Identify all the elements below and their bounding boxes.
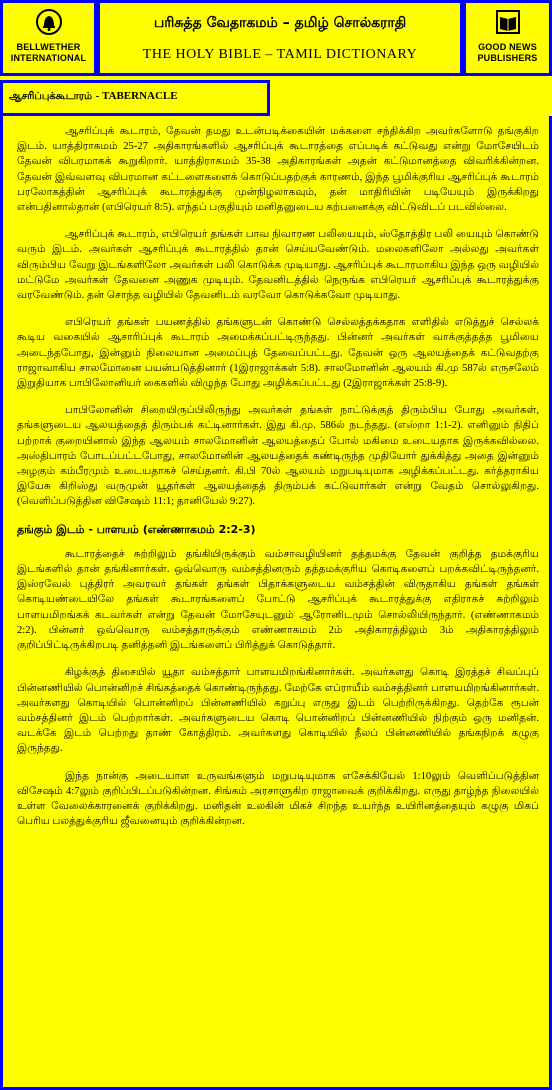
paragraph: எபிரெயர் தங்கள் பயணத்தில் தங்களுடன் கொண்டு செல்லத்தக்கதாக எளிதில் எடுத்துச் செல்லக் கூடிய வகையில் ஆசாரிப்புக் கூடாரம் அமைக்கப்பட்டிருந்தது. பின்னர் அவர்கள் வாக்குத்தத்த பூமியை அடைந்தபோது, இன்னும் நிலையான அமைப்புத் தேவைப்பட்டது. தேவன் ஒரு ஆலயத்தைக் கட்டுவதற்கு ராஜாவாகிய சாலமோனை பயன்படுத்தினார் (1இராஜாக்கள் 5:8). சாலமோனின் ஆலயம் கி.மு 587ல் எருசலேம் இறுதியாக பாபிலோனியர் கைகளில் விழுந்த போது அழிக்கப்பட்டது (2இராஜாக்கள் 25:8-9).	[17, 317, 539, 390]
subheading-camp: தங்கும் இடம் - பாளயம் (எண்ணாகமம் 2:2-3)	[17, 522, 256, 536]
paragraph: கிழக்குத் திசையில் யூதா வம்சத்தார் பாளயமிறங்கினார்கள். அவர்களது கொடி இரத்தச் சிவப்புப் பின்னணியில் பொன்னிறச் சிங்கத்தைக் கொண்டிருந்தது. மேற்கே எப்ராயீம் வம்சத்தினர் பாளயமிறங்கினார்கள். அவர்களது கொடியில் பொன்னிறப் பின்னணியில் கறுப்பு எருது இடம் பெற்றிருக்கிறது. தெற்கே ரூபன் வம்சத்தினர் இடம் பெற்றார்கள். அவர்களுடைய கொடி பொன்னிறப் பின்னணியில் நிற்கும் ஒரு மனிதன். வடக்கே இடம் பெற்றது தாண் கோத்திரம். அவர்களது கொடியில் நீலப் பின்னணியில் தங்கநிறக் கழுகு இருந்தது.	[17, 667, 539, 755]
bellwether-logo: BELLWETHER INTERNATIONAL	[3, 9, 94, 64]
content-box	[0, 116, 552, 1090]
section-title	[9, 90, 178, 103]
paragraph: ஆசரிப்புக் கூடாரம், எபிரெயர் தங்கள் பாவ நிவாரண பலியையும், ஸ்தோத்திர பலி யையும் கொண்டு வரும் இடம். அவர்கள் ஆசரிப்புக் கூடாரத்தில் தான் செய்யவேண்டும். மலைகளிலோ அல்லது அவர்கள் விரும்பிய வேறு இடங்களிலோ அவர்கள் பலி கொடுக்க முடியாது. ஆசரிப்புக் கூடாரமாகிய இந்த ஒரு வழியில் மட்டுமே அவர்கள் தேவனை அணுக முடியும். தேவனிடத்தில் நெருங்க எபிரெயர் ஆசரிப்புக் கூடாரத்துக்கு வரவேண்டும். தன் சொந்த வழியில் தேவனிடம் வரவோ கொடுக்கவோ முடியாது.	[17, 229, 539, 302]
book-icon	[495, 9, 521, 35]
article-body	[17, 124, 539, 841]
section-title-english: - TABERNACLE	[95, 90, 178, 102]
header	[0, 0, 552, 78]
section-title-box	[0, 80, 270, 116]
bellwether-logo-box[interactable]	[0, 0, 97, 76]
bell-icon	[36, 9, 62, 35]
paragraph: பாபிலோனின் சிறையிருப்பிலிருந்து அவர்கள் தங்கள் நாட்டுக்குத் திரும்பிய போது அவர்கள், தங்களுடைய ஆலயத்தைத் திரும்பக் கட்டினார்கள். இது கி.மு. 586ல் நடந்தது. (எஸ்றா 1:1-2). எனினும் நிதிப் பற்றாக் குறையினால் இந்த ஆலயம் சாலமோனின் ஆலயத்தைப் போல் மகிமை உடையதாக இருக்கவில்லை. அஸ்திபாரம் போடப்பட்டபோது, சாலமோனின் ஆலயத்தைக் கண்டிருந்த முதியோர் துக்கித்து அதை இன்னும் அழகும் கம்பீரமும் உடையதாகச் செய்தனர். கி.பி 70ல் ஆலயம் மறுபடியுமாக அழிக்கப்பட்டது. கர்த்தராகிய இயேசு கிறிஸ்து வருமுன் யூதர்கள் ஆலயத்தைத் திரும்பக் கட்டுவார்கள் என்று வேதம் சொல்லுகிறது. (வெளிப்படுத்தின விசேஷம் 11:1; தானியேல் 9:27).	[17, 405, 539, 508]
paragraph: கூடாரத்தைச் சுற்றிலும் தங்கியிருக்கும் வம்சாவழியினர் தத்தமக்கு தேவன் குறித்த தமக்குரிய இடங்களில் தான் தங்கினார்கள். ஒவ்வொரு வம்சத்தினரும் தத்தமக்குரிய கொடிகளைப் பறக்கவிட்டிருந்தனர். இஸ்ரவேல் புத்திரர் அவரவர் தங்கள் தங்கள் பிதாக்களுடைய வம்சத்தின் விருதாகிய தங்கள் தங்கள் கொடியண்டையிலே தங்கள் கூடாரங்களைப் போட்டு ஆசரிப்புக் கூடாரத்துக்கு எதிராகச் சுற்றிலும் பாளயமிறங்கக் கடவர்கள் என்று தேவன் மோசேயுடனும் ஆரோனிடமும் சொல்லியிருந்தார். (எண்ணாகமம் 2:2). பின்னர் ஒவ்வொரு வம்சத்தாருக்கும் எண்ணாகமம் 2ம் அதிகாரத்திலும் 3ம் அதிகாரத்திலும் குறிப்பிட்டிருக்கிறபடி தனித்தனி இடங்களைப் பிரித்துக் கொடுத்தார்.	[17, 548, 539, 652]
paragraph: ஆசரிப்புக் கூடாரம், தேவன் தமது உடன்படிக்கையின் மக்களை சந்திக்கிற அவர்களோடு தங்குகிற இடம். யாத்திராகமம் 25-27 அதிகாரங்களில் ஆசரிப்புக் கூடாரத்தை எப்படிக் கட்டுவது என்று மோசேயிடம் தேவன் விபரமாகக் கூறுகிறார். யாத்திராகமம் 35-38 அதிகாரங்கள் அதன் கட்டுமானத்தை விவரிக்கின்றன. தேவன் இவ்வளவு விபரமான கட்டளைகளைக் கொடுப்பதற்குக் காரணம், இந்த பூமிக்குரிய ஆசரிப்புக் கூடாரம் பரலோகத்தின் ஆசரிப்புக் கூடாரத்துக்கு முன்நிழலாகவும், தன் மாதிரியின் படியேயும் இருக்கிறது என்பதினால்தான் (எபிரெயர் 8:5). எந்தப் பகுதியும் மனிதனுடைய கற்பனைக்கு விட்டுவிடப் படவில்லை.	[17, 126, 539, 214]
title-box	[97, 0, 463, 76]
title-english: THE HOLY BIBLE – TAMIL DICTIONARY	[142, 47, 418, 62]
paragraph: இந்த நான்கு அடையாள உருவங்களும் மறுபடியுமாக எசேக்கியேல் 1:10லும் வெளிப்படுத்தின விசேஷம் 4:7லும் குறிப்பிடப்படுகின்றன. சிங்கம் அரசாளுகிற ராஜாவைக் குறிக்கிறது. எருது தாழ்ந்த நிலையில் உள்ள வேலைக்காரனைக் குறிக்கிறது. மனிதன் உலகின் மிகச் சிறந்த உயர்ந்த உயிரினத்தையும் கழுகு மிகப் பெரிய பலத்துக்குரிய ஜீவனையும் குறிக்கின்றன.	[17, 770, 539, 828]
title-tamil: பரிசுத்த வேதாகமம் – தமிழ் சொல்கராதி	[153, 15, 407, 31]
good-news-logo: GOOD NEWS PUBLISHERS	[466, 9, 549, 64]
good-news-logo-box[interactable]	[463, 0, 552, 76]
section-title-tamil: ஆசரிப்புக்கூடாரம்	[9, 91, 93, 102]
